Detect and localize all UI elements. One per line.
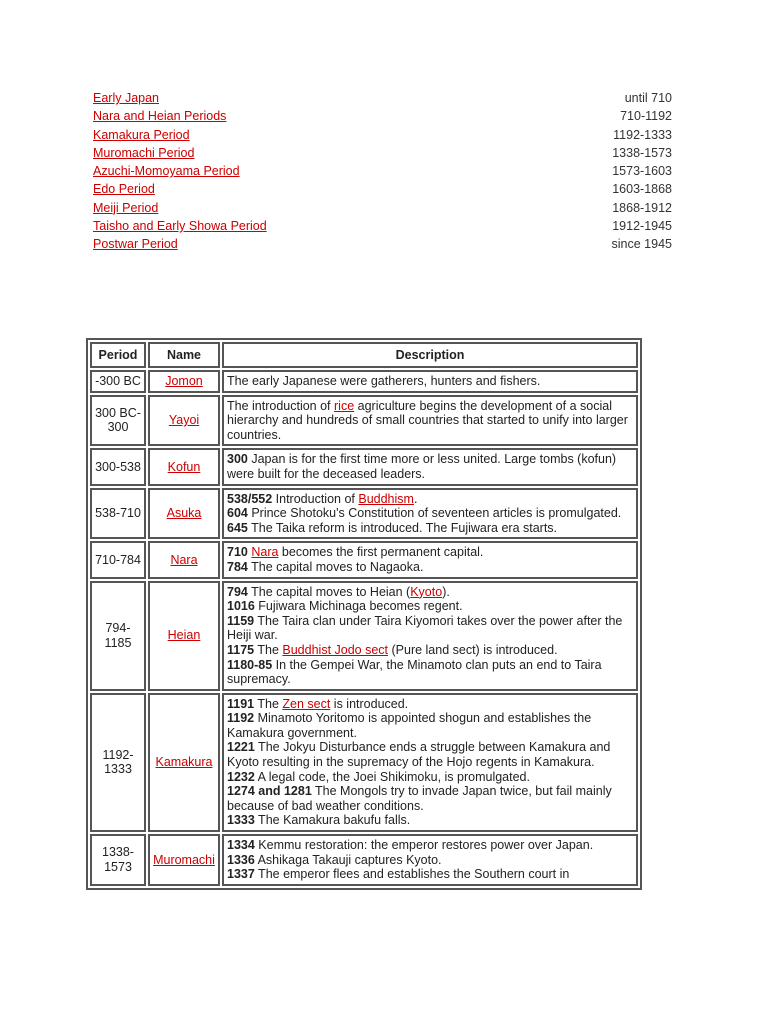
period-link[interactable]: Early Japan [93, 91, 160, 105]
description-text: The emperor flees and establishes the Southern court in [254, 867, 570, 882]
description-text: The capital moves to Heian ( [247, 584, 411, 599]
description-line [227, 643, 633, 658]
description-text: In the Gempei War, the Minamoto clan puts an end to Taira supremacy. [227, 657, 602, 687]
period-list-item [93, 162, 672, 180]
event-year: 784 [227, 559, 248, 574]
description-text: The introduction of [227, 398, 335, 413]
inline-link[interactable]: Kyoto [410, 584, 443, 599]
description-text: . [413, 491, 418, 506]
event-year: 1334 [227, 838, 255, 853]
event-year: 1274 and 1281 [227, 784, 312, 799]
event-year: 538/552 [227, 491, 273, 506]
description-text: Fujiwara Michinaga becomes regent. [254, 599, 463, 614]
description-text: becomes the first permanent capital. [278, 545, 484, 560]
description-line [227, 838, 633, 853]
period-name-link[interactable]: Asuka [166, 506, 202, 521]
name-cell [148, 834, 220, 886]
name-cell [148, 370, 220, 393]
period-years: 1868-1912 [612, 200, 672, 215]
event-year: 1180-85 [227, 657, 273, 672]
description-line [227, 784, 633, 813]
description-text: The Taika reform is introduced. The Fujiwara era starts. [247, 520, 558, 535]
table-row [90, 834, 638, 886]
period-link[interactable]: Nara and Heian Periods [93, 109, 227, 124]
period-years: 1338-1573 [612, 145, 672, 160]
inline-link[interactable]: Buddhist Jodo sect [282, 642, 389, 657]
period-cell: 1192-1333 [90, 693, 146, 832]
header-period: Period [90, 342, 146, 368]
name-cell [148, 488, 220, 540]
period-link[interactable]: Kamakura Period [93, 127, 190, 142]
description-text: The [254, 642, 283, 657]
period-years: 710-1192 [620, 109, 672, 124]
name-cell [148, 448, 220, 485]
period-link[interactable]: Postwar Period [93, 237, 178, 252]
description-text: The early Japanese were gatherers, hunters and fishers. [227, 374, 541, 388]
description-text: The Kamakura bakufu falls. [254, 813, 411, 828]
description-text: (Pure land sect) is introduced. [388, 642, 558, 657]
name-cell [148, 541, 220, 578]
period-list-item [93, 180, 672, 198]
event-year: 794 [227, 584, 248, 599]
inline-link[interactable]: rice [334, 398, 355, 413]
period-list-item [93, 107, 672, 125]
name-cell [148, 693, 220, 832]
header-name: Name [148, 342, 220, 368]
description-line [227, 813, 633, 828]
period-name-link[interactable]: Kamakura [155, 755, 213, 770]
description-cell [222, 693, 638, 832]
table-row [90, 693, 638, 832]
period-cell: 1338-1573 [90, 834, 146, 886]
table-header-row [90, 342, 638, 368]
description-line [227, 697, 633, 712]
period-list-item [93, 235, 672, 253]
description-text: The Jokyu Disturbance ends a struggle between Kamakura and Kyoto resulting in the supremacy of the Hojo regents in Kamakura. [227, 740, 611, 770]
table-row [90, 581, 638, 691]
table-row [90, 448, 638, 485]
header-description: Description [222, 342, 638, 368]
period-list-item [93, 217, 672, 235]
name-cell [148, 395, 220, 447]
description-text: Ashikaga Takauji captures Kyoto. [254, 852, 442, 867]
description-line [227, 599, 633, 614]
timeline-table [86, 338, 642, 890]
description-line [227, 399, 633, 443]
description-line [227, 506, 633, 521]
description-text: is introduced. [330, 696, 409, 711]
description-text: The Mongols try to invade Japan twice, but fail mainly because of bad weather conditions. [227, 784, 612, 813]
period-name-link[interactable]: Muromachi [153, 852, 215, 867]
period-years: since 1945 [611, 237, 672, 252]
inline-link[interactable]: Zen sect [282, 696, 331, 711]
period-list [93, 89, 672, 254]
period-cell: 794-1185 [90, 581, 146, 691]
description-text: A legal code, the Joei Shikimoku, is promulgated. [254, 769, 530, 784]
description-text: Introduction of [272, 491, 359, 506]
period-cell: 300-538 [90, 448, 146, 485]
event-year: 1192 [227, 711, 255, 726]
period-name-link[interactable]: Nara [170, 552, 198, 567]
event-year: 645 [227, 520, 248, 535]
description-line [227, 452, 633, 481]
description-line [227, 740, 633, 769]
timeline-table-container [86, 338, 642, 928]
period-link[interactable]: Taisho and Early Showa Period [93, 219, 267, 234]
description-text: Prince Shotoku's Constitution of seventeen articles is promulgated. [247, 506, 622, 521]
description-cell [222, 448, 638, 485]
description-text: agriculture begins the development of a social hierarchy and hundreds of small countries that started to unify into larger countries. [227, 398, 628, 442]
table-row [90, 370, 638, 393]
period-cell: -300 BC [90, 370, 146, 393]
inline-link[interactable]: Buddhism [358, 491, 414, 506]
period-link[interactable]: Meiji Period [93, 200, 159, 215]
description-line [227, 867, 633, 882]
description-text: ). [442, 584, 450, 599]
event-year: 1333 [227, 813, 255, 828]
description-cell [222, 488, 638, 540]
description-line [227, 560, 633, 575]
description-text: Kemmu restoration: the emperor restores power over Japan. [254, 838, 594, 853]
event-year: 1337 [227, 867, 255, 882]
description-line [227, 521, 633, 536]
period-years: 1573-1603 [612, 164, 672, 179]
period-years: until 710 [624, 91, 672, 105]
period-link[interactable]: Edo Period [93, 182, 155, 197]
event-year: 710 [227, 545, 248, 560]
description-line [227, 374, 633, 389]
period-name-link[interactable]: Jomon [165, 374, 203, 388]
event-year: 1221 [227, 740, 255, 755]
description-text: Minamoto Yoritomo is appointed shogun and establishes the Kamakura government. [227, 711, 592, 740]
description-cell [222, 370, 638, 393]
name-cell [148, 581, 220, 691]
period-cell: 538-710 [90, 488, 146, 540]
description-line [227, 853, 633, 868]
inline-link[interactable]: Nara [251, 545, 279, 560]
description-line [227, 658, 633, 687]
table-row [90, 541, 638, 578]
table-row [90, 395, 638, 447]
event-year: 604 [227, 506, 248, 521]
description-cell [222, 834, 638, 886]
event-year: 300 [227, 452, 248, 467]
description-line [227, 711, 633, 740]
description-cell [222, 395, 638, 447]
description-line [227, 614, 633, 643]
description-line [227, 492, 633, 507]
description-line [227, 770, 633, 785]
description-text: The capital moves to Nagaoka. [247, 559, 424, 574]
period-cell: 300 BC-300 [90, 395, 146, 447]
event-year: 1232 [227, 769, 255, 784]
event-year: 1336 [227, 852, 255, 867]
period-years: 1912-1945 [612, 219, 672, 234]
description-text: Japan is for the first time more or less united. Large tombs (kofun) were built for the deceased leaders. [227, 452, 617, 481]
description-text: The Taira clan under Taira Kiyomori takes over the power after the Heiji war. [227, 613, 623, 643]
period-name-link[interactable]: Yayoi [168, 413, 200, 428]
period-name-link[interactable]: Heian [167, 628, 201, 643]
period-name-link[interactable]: Kofun [167, 459, 201, 474]
event-year: 1159 [227, 613, 255, 628]
period-years: 1603-1868 [612, 182, 672, 197]
period-link[interactable]: Azuchi-Momoyama Period [93, 164, 240, 179]
period-link[interactable]: Muromachi Period [93, 145, 195, 160]
period-list-item [93, 89, 672, 107]
description-text: The [254, 696, 283, 711]
description-cell [222, 541, 638, 578]
period-list-item [93, 126, 672, 144]
description-line [227, 585, 633, 600]
table-row [90, 488, 638, 540]
period-list-item [93, 144, 672, 162]
event-year: 1016 [227, 599, 255, 614]
period-years: 1192-1333 [613, 127, 672, 142]
period-cell: 710-784 [90, 541, 146, 578]
period-list-item [93, 199, 672, 217]
event-year: 1191 [227, 696, 255, 711]
description-line [227, 545, 633, 560]
event-year: 1175 [227, 642, 255, 657]
description-cell [222, 581, 638, 691]
